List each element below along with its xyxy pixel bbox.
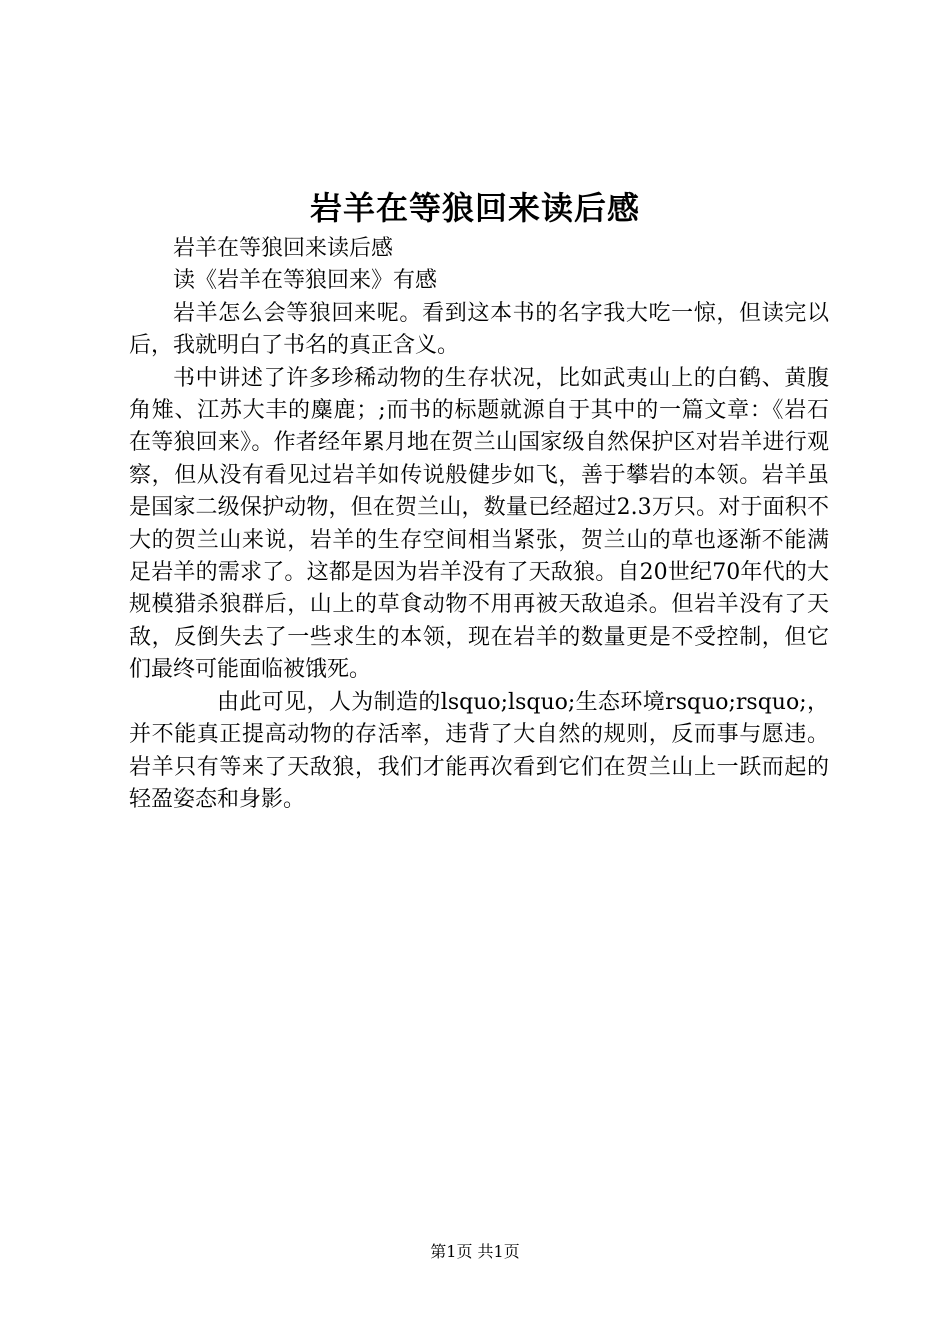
page-footer: 第1页 共1页 (430, 1242, 520, 1261)
paragraph-subtitle: 读《岩羊在等狼回来》有感 (173, 268, 438, 294)
paragraph-heading-repeat: 岩羊在等狼回来读后感 (173, 236, 394, 261)
document-title: 岩羊在等狼回来读后感 (309, 189, 640, 227)
paragraph-main: 书中讲述了许多珍稀动物的生存状况，比如武夷山上的白鹤、黄腹角雉、江苏大丰的麋鹿；;而书的标题就源自于其中的一篇文章：《岩石在等狼回来》。作者经年累月地在贺兰山国家级自然保护区对岩羊进行观察，但从没有看见过岩羊如传说般健步如飞，善于攀岩的本领。岩羊虽是国家二级保护动物，但在贺兰山，数量已经超过2.3万只。对于面积不大的贺兰山来说，岩羊的生存空间相当紧张，贺兰山的草也逐渐不能满足岩羊的需求了。这都是因为岩羊没有了天敌狼。自20世纪70年代的大规模猎杀狼群后，山上的草食动物不用再被天敌追杀。但岩羊没有了天敌，反倒失去了一些求生的本领，现在岩羊的数量更是不受控制，但它们最终可能面临被饿死。 (129, 365, 829, 683)
paragraph-conclusion: 由此可见，人为制造的lsquo;lsquo;生态环境rsquo;rsquo;，并不能真正提高动物的存活率，违背了大自然的规则，反而事与愿违。岩羊只有等来了天敌狼，我们才能再次看到它们在贺兰山上一跃而起的轻盈姿态和身影。 (129, 689, 829, 812)
document-body (129, 233, 829, 816)
paragraph-intro: 岩羊怎么会等狼回来呢。看到这本书的名字我大吃一惊，但读完以后，我就明白了书名的真正含义。 (129, 300, 829, 359)
